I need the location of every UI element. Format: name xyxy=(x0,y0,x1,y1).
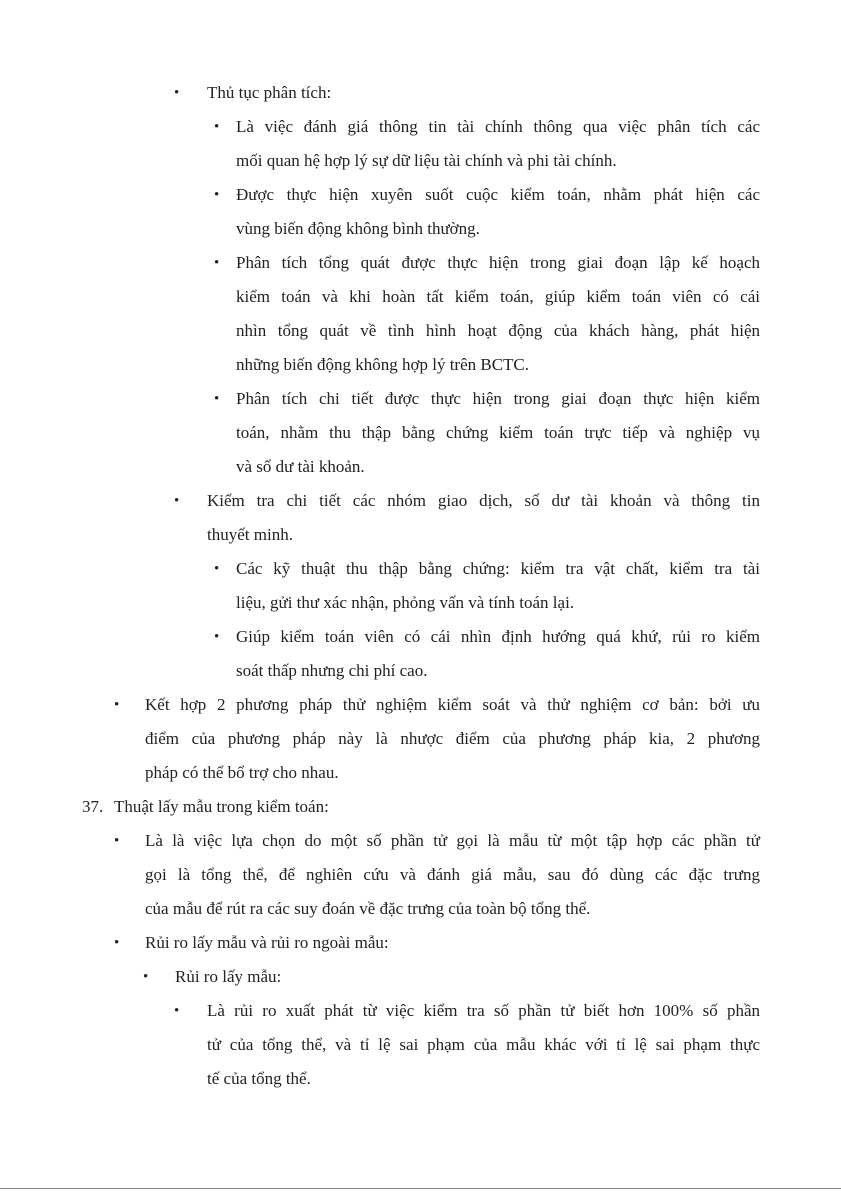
list-item-line: Được thực hiện xuyên suốt cuộc kiểm toán, nhằm phát hiện các xyxy=(236,185,760,204)
list-item-line: những biến động không hợp lý trên BCTC. xyxy=(236,355,530,374)
list-item-line: liệu, gửi thư xác nhận, phỏng vấn và tính toán lại. xyxy=(236,593,575,612)
list-item-line: toán, nhằm thu thập bằng chứng kiểm toán trực tiếp và nghiệp vụ xyxy=(236,423,760,442)
bullet-icon: • xyxy=(214,391,220,407)
list-item xyxy=(236,110,760,178)
list-item xyxy=(236,620,760,688)
list-item-line: Rủi ro lấy mẫu và rủi ro ngoài mẫu: xyxy=(145,933,389,952)
list-item xyxy=(145,824,760,926)
list-item-line: kiểm toán và khi hoàn tất kiểm toán, giúp kiểm toán viên có cái xyxy=(236,287,760,306)
list-item-line: Thủ tục phân tích: xyxy=(207,83,332,102)
list-item xyxy=(175,960,760,994)
list-item-line: và số dư tài khoản. xyxy=(236,457,365,476)
list-item-line: tử của tổng thể, và tỉ lệ sai phạm của mẫu khác với tỉ lệ sai phạm thực xyxy=(207,1035,760,1054)
list-item xyxy=(145,688,760,790)
list-item-line: Thuật lấy mẫu trong kiểm toán: xyxy=(114,797,329,816)
list-item-line: Phân tích tổng quát được thực hiện trong giai đoạn lập kế hoạch xyxy=(236,253,760,272)
list-item-line: điểm của phương pháp này là nhược điểm của phương pháp kia, 2 phương xyxy=(145,729,760,748)
list-item-line: Các kỹ thuật thu thập bằng chứng: kiểm tra vật chất, kiểm tra tài xyxy=(236,559,760,578)
list-item-line: mối quan hệ hợp lý sự dữ liệu tài chính và phi tài chính. xyxy=(236,151,617,170)
list-item-line: Kết hợp 2 phương pháp thử nghiệm kiểm soát và thử nghiệm cơ bản: bởi ưu xyxy=(145,695,760,714)
list-item-line: nhìn tổng quát về tình hình hoạt động của khách hàng, phát hiện xyxy=(236,321,760,340)
bullet-icon: • xyxy=(143,969,149,985)
list-item-line: Giúp kiểm toán viên có cái nhìn định hướng quá khứ, rủi ro kiểm xyxy=(236,627,760,646)
list-item xyxy=(207,994,760,1096)
list-item-line: Là là việc lựa chọn do một số phần tử gọi là mẫu từ một tập hợp các phần tử xyxy=(145,831,760,850)
list-item-line: của mẫu để rút ra các suy đoán về đặc trưng của toàn bộ tổng thể. xyxy=(145,899,591,918)
list-item xyxy=(236,178,760,246)
list-item xyxy=(207,76,760,110)
list-item-line: vùng biến động không bình thường. xyxy=(236,219,480,238)
list-item-line: soát thấp nhưng chi phí cao. xyxy=(236,661,428,680)
page-bottom-rule xyxy=(0,1188,841,1189)
bullet-icon: • xyxy=(214,187,220,203)
bullet-icon: • xyxy=(214,255,220,271)
bullet-icon: • xyxy=(114,833,120,849)
list-item-line: Rủi ro lấy mẫu: xyxy=(175,967,282,986)
bullet-icon: • xyxy=(114,697,120,713)
list-item-line: thuyết minh. xyxy=(207,525,293,544)
list-item xyxy=(236,552,760,620)
section-heading xyxy=(114,790,760,824)
list-item-line: Là việc đánh giá thông tin tài chính thông qua việc phân tích các xyxy=(236,117,760,136)
bullet-icon: • xyxy=(214,629,220,645)
list-item-line: gọi là tổng thể, để nghiên cứu và đánh giá mẫu, sau đó dùng các đặc trưng xyxy=(145,865,760,884)
list-item-line: Phân tích chi tiết được thực hiện trong giai đoạn thực hiện kiểm xyxy=(236,389,760,408)
list-item xyxy=(207,484,760,552)
bullet-icon: • xyxy=(174,493,180,509)
bullet-icon: • xyxy=(174,1003,180,1019)
list-item-line: pháp có thể bổ trợ cho nhau. xyxy=(145,763,339,782)
bullet-icon: • xyxy=(174,85,180,101)
section-number: 37. xyxy=(82,797,104,816)
bullet-icon: • xyxy=(114,935,120,951)
list-item xyxy=(236,382,760,484)
list-item-line: Là rủi ro xuất phát từ việc kiểm tra số phần tử biết hơn 100% số phần xyxy=(207,1001,760,1020)
list-item xyxy=(145,926,760,960)
list-item-line: Kiểm tra chi tiết các nhóm giao dịch, số dư tài khoản và thông tin xyxy=(207,491,760,510)
bullet-icon: • xyxy=(214,119,220,135)
list-item-line: tế của tổng thể. xyxy=(207,1069,311,1088)
list-item xyxy=(236,246,760,382)
bullet-icon: • xyxy=(214,561,220,577)
